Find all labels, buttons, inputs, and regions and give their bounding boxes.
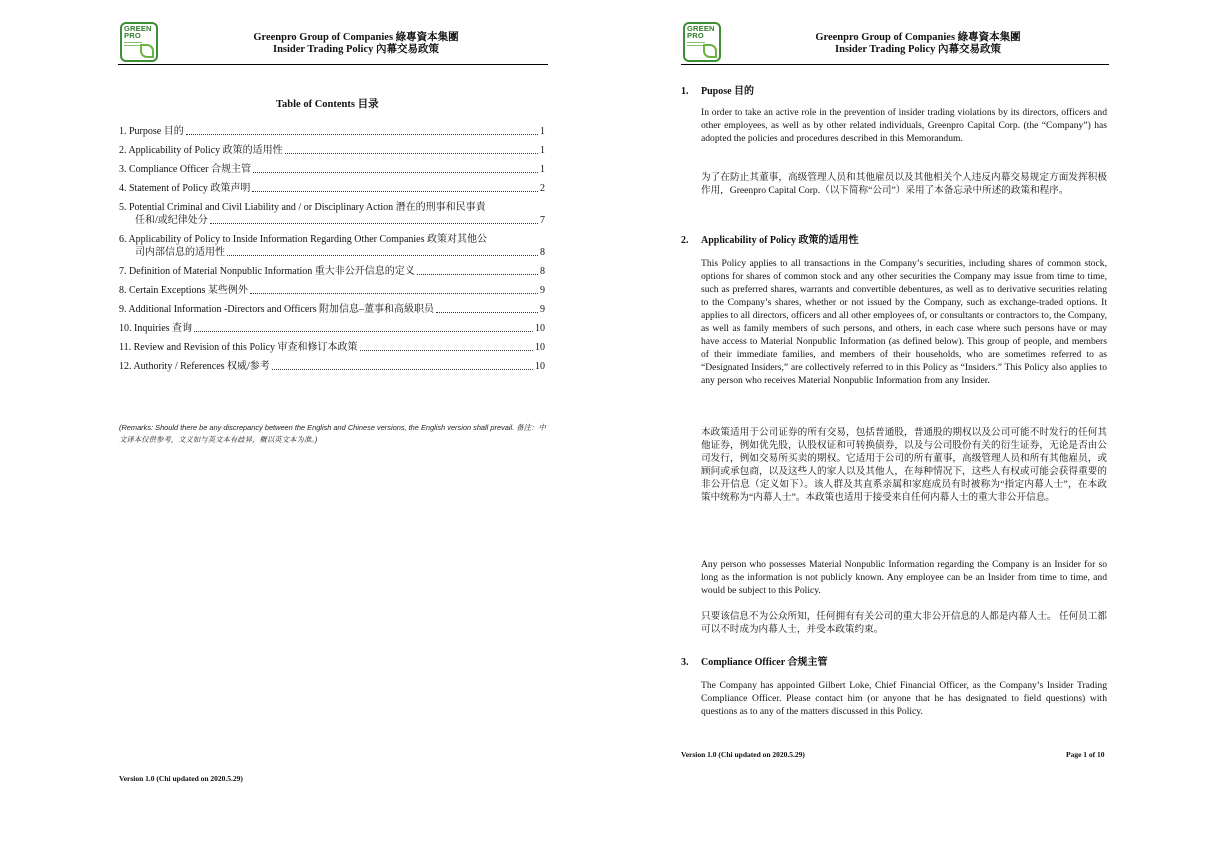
paragraph: The Company has appointed Gilbert Loke, Chief Financial Officer, as the Company’s Insider Trading Compliance Officer. Please contact him (or anyone that he has designated to field questions) with questions as to any of the matters discussed in this Policy. — [701, 680, 1107, 717]
remarks-note: (Remarks: Should there be any discrepancy between the English and Chinese versions, the English version shall prevail. 备注：中文译本仅供参考，文义如与英文本有歧异，概以英文本为准。) — [119, 423, 546, 444]
toc-heading: Table of Contents 目录 — [276, 99, 379, 110]
leaf-icon — [140, 44, 154, 58]
logo-text: GREEN PRO — [687, 24, 715, 40]
toc-entry[interactable] — [119, 284, 545, 297]
toc-page-number: 8 — [540, 266, 545, 277]
footer-page-number: Page 1 of 10 — [1066, 750, 1105, 759]
toc-entry[interactable] — [119, 163, 545, 176]
toc-entry-title: 6. Applicability of Policy to Inside Information Regarding Other Companies 政策对其他公 — [119, 234, 488, 245]
toc-entry-title: 1. Purpose 目的 — [119, 126, 184, 137]
toc-entry-title: 8. Certain Exceptions 某些例外 — [119, 285, 248, 296]
toc-leader — [436, 312, 538, 313]
toc-entry[interactable] — [119, 182, 545, 195]
toc-entry-title: 5. Potential Criminal and Civil Liability and / or Disciplinary Action 潛在的刑事和民事責 — [119, 202, 486, 213]
toc-entry-title: 2. Applicability of Policy 政策的适用性 — [119, 145, 283, 156]
toc-leader — [272, 369, 533, 370]
toc-leader — [210, 223, 538, 224]
header-rule — [681, 64, 1109, 65]
toc-entry-title-cont: 司内部信息的适用性 — [135, 247, 225, 258]
page-header-title — [196, 32, 516, 56]
header-rule — [118, 64, 548, 65]
greenpro-logo — [683, 22, 721, 62]
toc-entry[interactable] — [119, 303, 545, 316]
footer-version: Version 1.0 (Chi updated on 2020.5.29) — [119, 774, 243, 783]
toc-leader — [285, 153, 538, 154]
section-heading — [681, 82, 754, 97]
toc-leader — [360, 350, 533, 351]
toc-entry-title: 4. Statement of Policy 政策声明 — [119, 183, 251, 194]
toc-page-number: 9 — [540, 304, 545, 315]
toc-page-number: 10 — [535, 361, 545, 372]
section-number: 1. — [681, 86, 689, 97]
logo-line — [124, 45, 140, 46]
toc-leader — [417, 274, 538, 275]
header-title-line2: Insider Trading Policy 內幕交易政策 — [273, 44, 439, 55]
toc-page-number: 7 — [540, 215, 545, 226]
toc-page-number: 8 — [540, 247, 545, 258]
toc-entry-title-cont: 任和/或纪律处分 — [135, 215, 208, 226]
paragraph: This Policy applies to all transactions in the Company’s securities, including shares of common stock, options for shares of common stock and any other securities the Company may issue from time to time, such as preferred shares, warrants and convertible debentures, as well as to derivative securities relating to the Company’s shares, whether or not issued by the Company, such as exchange-traded options. It applies to all directors, officers and all other employees of, or consultants or contractors to, the Company, as well as family members of such persons, and others, in each case where such persons have or may have access to Material Nonpublic Information (as defined below). This group of people, and members of their immediate families, and members of their households, who are sometimes referred to as “Designated Insiders,” are collectively referred to in this Policy as “Insiders.” This Policy also applies to any person who receives Material Nonpublic Information from any Insider. — [701, 258, 1107, 386]
table-of-contents — [119, 125, 545, 379]
paragraph: Any person who possesses Material Nonpublic Information regarding the Company is an Insider for so long as the information is not publicly known. Any employee can be an Insider from time to time, and would be subject to this Policy. — [701, 559, 1107, 596]
toc-leader — [227, 255, 538, 256]
toc-page-number: 9 — [540, 285, 545, 296]
section-title: Pupose 目的 — [701, 86, 755, 97]
toc-entry[interactable] — [119, 341, 545, 354]
toc-entry-title: 11. Review and Revision of this Policy 审查和修订本政策 — [119, 342, 358, 353]
toc-entry-title: 9. Additional Information -Directors and Officers 附加信息–董事和高級职员 — [119, 304, 435, 315]
leaf-icon — [703, 44, 717, 58]
toc-entry-title: 3. Compliance Officer 合规主管 — [119, 164, 252, 175]
toc-entry[interactable] — [119, 360, 545, 373]
document-page-right — [614, 0, 1227, 868]
footer-version: Version 1.0 (Chi updated on 2020.5.29) — [681, 750, 805, 759]
section-number: 3. — [681, 657, 689, 668]
header-title-line1: Greenpro Group of Companies 綠專資本集團 — [815, 32, 1021, 43]
toc-entry-title: 7. Definition of Material Nonpublic Information 重大非公开信息的定义 — [119, 266, 415, 277]
toc-page-number: 2 — [540, 183, 545, 194]
toc-entry[interactable] — [119, 125, 545, 138]
section-heading — [681, 653, 827, 668]
toc-page-number: 1 — [540, 164, 545, 175]
toc-entry[interactable] — [119, 201, 545, 227]
toc-page-number: 10 — [535, 323, 545, 334]
section-number: 2. — [681, 235, 689, 246]
paragraph: In order to take an active role in the prevention of insider trading violations by its directors, officers and other employees, as well as by other related individuals, Greenpro Capital Corp. (the “Company”) has adopted the policies and procedures described in this Memorandum. — [701, 107, 1107, 144]
toc-page-number: 1 — [540, 126, 545, 137]
toc-entry[interactable] — [119, 322, 545, 335]
toc-leader — [253, 172, 538, 173]
toc-entry[interactable] — [119, 233, 545, 259]
logo-line — [687, 45, 703, 46]
toc-page-number: 1 — [540, 145, 545, 156]
section-title: Compliance Officer 合规主管 — [701, 657, 828, 668]
paragraph: 为了在防止其董事，高级管理人员和其他雇员以及其他相关个人违反内幕交易规定方面发挥积极作用，Greenpro Capital Corp.（以下简称“公司”）采用了本备忘录中所述的政策和程序。 — [701, 172, 1107, 196]
toc-leader — [250, 293, 538, 294]
toc-leader — [194, 331, 533, 332]
document-page-left — [0, 0, 613, 868]
logo-line — [124, 42, 142, 43]
toc-entry[interactable] — [119, 265, 545, 278]
toc-leader — [252, 191, 538, 192]
paragraph: 只要该信息不为公众所知，任何拥有有关公司的重大非公开信息的人都是内幕人士。 任何员工都可以不时成为内幕人士，并受本政策约束。 — [701, 611, 1107, 635]
header-title-line1: Greenpro Group of Companies 綠專資本集團 — [253, 32, 459, 43]
greenpro-logo — [120, 22, 158, 62]
section-heading — [681, 231, 859, 246]
toc-entry-title: 10. Inquiries 查询 — [119, 323, 193, 334]
header-title-line2: Insider Trading Policy 內幕交易政策 — [835, 44, 1001, 55]
paragraph: 本政策适用于公司证券的所有交易，包括普通股，普通股的期权以及公司可能不时发行的任何其他证券，例如优先股，认股权证和可转换债券，以及与公司股份有关的衍生证券，无论是否由公司发行，例如交易所买卖的期权。它适用于公司的所有董事，高级管理人员和所有其他雇员，或顾问或承包商，以及这些人的家人以及其他人，在每种情况下，这些人有权或可能会获得重要的非公开信息（定义如下）。该人群及其直系亲属和家庭成员有时被称为“指定内幕人士”，在本政策中统称为“内幕人士”。本政策也适用于接受来自任何内幕人士的重大非公开信息。 — [701, 427, 1107, 503]
section-title: Applicability of Policy 政策的适用性 — [701, 235, 859, 246]
logo-text: GREEN PRO — [124, 24, 152, 40]
page-header-title — [758, 32, 1078, 56]
toc-entry[interactable] — [119, 144, 545, 157]
toc-page-number: 10 — [535, 342, 545, 353]
toc-leader — [186, 134, 538, 135]
logo-line — [687, 42, 705, 43]
toc-entry-title: 12. Authority / References 权威/参考 — [119, 361, 270, 372]
